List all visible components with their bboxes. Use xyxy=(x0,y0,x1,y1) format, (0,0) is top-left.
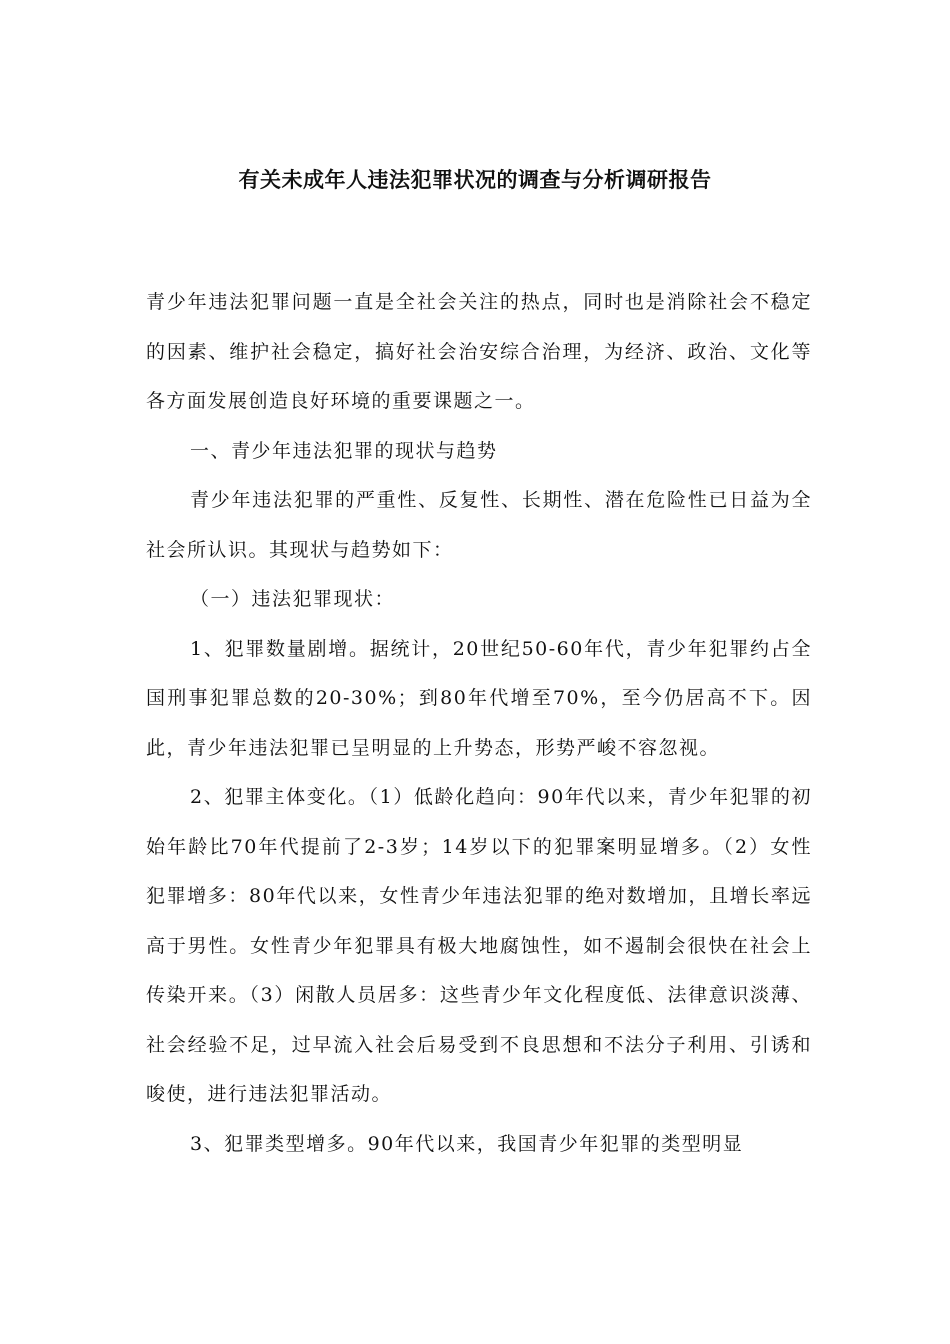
intro-paragraph: 青少年违法犯罪问题一直是全社会关注的热点，同时也是消除社会不稳定的因素、维护社会稳定，搞好社会治安综合治理，为经济、政治、文化等各方面发展创造良好环境的重要课题之一。 xyxy=(146,291,812,412)
point-1-paragraph: 1、犯罪数量剧增。据统计，20世纪50-60年代，青少年犯罪约占全国刑事犯罪总数的20-30%；到80年代增至70%，至今仍居高不下。因此，青少年违法犯罪已呈明显的上升势态，形势严峻不容忽视。 xyxy=(146,637,812,759)
point-3-paragraph: 3、犯罪类型增多。90年代以来，我国青少年犯罪的类型明显 xyxy=(190,1132,744,1155)
section-heading-1: 一、青少年违法犯罪的现状与趋势 xyxy=(190,439,498,462)
subsection-heading-1: （一）违法犯罪现状： xyxy=(190,588,396,610)
section-intro-paragraph: 青少年违法犯罪的严重性、反复性、长期性、潜在危险性已日益为全社会所认识。其现状与趋势如下： xyxy=(146,489,812,561)
point-2-paragraph: 2、犯罪主体变化。（1）低龄化趋向：90年代以来，青少年犯罪的初始年龄比70年代提前了2-3岁；14岁以下的犯罪案明显增多。（2）女性犯罪增多：80年代以来，女性青少年违法犯罪的绝对数增加，且增长率远高于男性。女性青少年犯罪具有极大地腐蚀性，如不遏制会很快在社会上传染开来。（3）闲散人员居多：这些青少年文化程度低、法律意识淡薄、社会经验不足，过早流入社会后易受到不良思想和不法分子利用、引诱和唆使，进行违法犯罪活动。 xyxy=(146,786,812,1105)
document-title: 有关未成年人违法犯罪状况的调查与分析调研报告 xyxy=(238,167,712,192)
document-body xyxy=(146,278,812,1169)
